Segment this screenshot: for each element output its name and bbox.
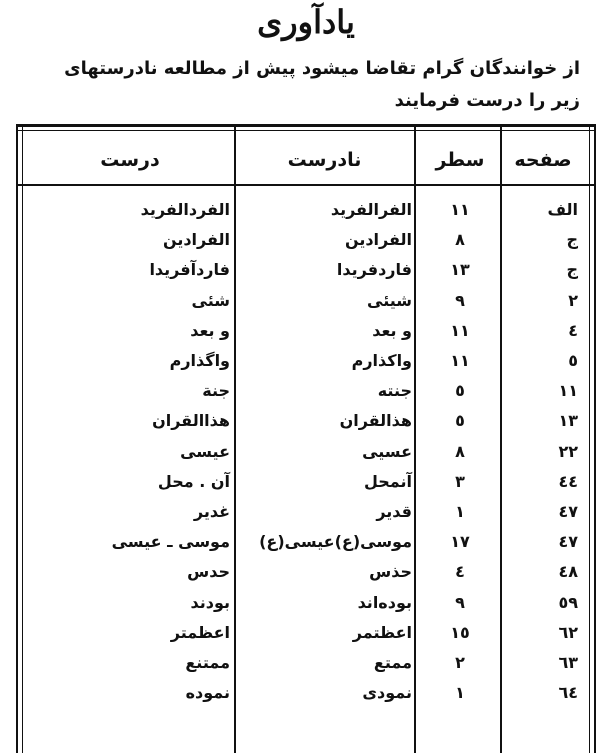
cell-line: ٤ (455, 562, 465, 581)
cell-incorrect: نمودی (362, 683, 412, 702)
cell-page: ۱۱ (558, 381, 578, 400)
cell-incorrect: حذس (369, 562, 412, 581)
cell-incorrect: هذالقران (339, 411, 412, 430)
cell-correct: شئی (191, 291, 230, 310)
cell-incorrect: فاردفریدا (336, 260, 412, 279)
cell-line: ۱ (455, 683, 465, 702)
cell-line: ۱۱ (450, 321, 470, 340)
cell-line: ۹ (455, 291, 465, 310)
cell-correct: جنة (202, 381, 230, 400)
cell-line: ۹ (455, 593, 465, 612)
intro-line-2: زیر را درست فرمایند (394, 90, 580, 111)
cell-incorrect: قدیر (376, 502, 412, 521)
cell-page: ۱۳ (558, 411, 578, 430)
cell-line: ۳ (455, 472, 465, 491)
cell-incorrect: آنمحل (363, 472, 412, 491)
cell-correct: بودند (190, 593, 230, 612)
cell-line: ۱٥ (450, 623, 470, 642)
cell-incorrect: و بعد (372, 321, 412, 340)
cell-page: ٤ (568, 321, 578, 340)
cell-correct: و بعد (190, 321, 230, 340)
table-border-left-inner (22, 124, 23, 753)
cell-incorrect: واکذارم (351, 351, 412, 370)
table-top-rule (18, 124, 596, 127)
cell-page: ٤٤ (558, 472, 578, 491)
cell-line: ۱۳ (450, 260, 470, 279)
cell-line: ۱۷ (450, 532, 470, 551)
header-incorrect: نادرست (287, 149, 362, 171)
cell-correct: ممتنع (185, 653, 230, 672)
cell-correct: فاردآفریدا (149, 260, 230, 279)
header-correct: درست (100, 149, 160, 171)
page-title: یادآوری (257, 3, 355, 41)
cell-page: ٤۷ (558, 502, 578, 521)
cell-correct: الفردالفرید (140, 200, 230, 219)
cell-line: ۱۱ (450, 351, 470, 370)
cell-correct: هذاالقران (152, 411, 230, 430)
cell-correct: واگذارم (169, 351, 230, 370)
cell-line: ۱۱ (450, 200, 470, 219)
table-top-rule-thin (18, 130, 596, 131)
cell-page: ٥۹ (558, 593, 578, 612)
cell-incorrect: اعظتمر (352, 623, 412, 642)
cell-page: ج (566, 230, 578, 249)
column-divider (500, 124, 502, 753)
cell-incorrect: شیئی (367, 291, 412, 310)
cell-page: ۲ (568, 291, 578, 310)
cell-incorrect: ممتع (373, 653, 412, 672)
cell-page: ج (566, 260, 578, 279)
cell-correct: موسی ـ عیسی (111, 532, 230, 551)
column-divider (414, 124, 416, 753)
cell-correct: غدیر (193, 502, 230, 521)
cell-incorrect: جنته (377, 381, 412, 400)
cell-incorrect: عسیی (362, 442, 412, 461)
cell-correct: نموده (185, 683, 230, 702)
cell-correct: حدس (187, 562, 230, 581)
cell-line: ٥ (455, 411, 465, 430)
cell-line: ۲ (455, 653, 465, 672)
cell-correct: آن . محل (157, 472, 230, 491)
table-header-rule (18, 184, 596, 186)
cell-page: ٦۳ (558, 653, 578, 672)
cell-incorrect: بوده‌اند (357, 593, 412, 612)
table-border-right-inner (589, 124, 590, 753)
cell-incorrect: الفرادین (344, 230, 412, 249)
column-divider (234, 124, 236, 753)
cell-page: ٤۷ (558, 532, 578, 551)
cell-line: ۱ (455, 502, 465, 521)
cell-correct: اعظمتر (170, 623, 230, 642)
cell-page: ٥ (568, 351, 578, 370)
cell-correct: عیسی (180, 442, 230, 461)
cell-line: ٥ (455, 381, 465, 400)
cell-page: الف (547, 200, 578, 219)
header-page: صفحه (514, 149, 572, 171)
cell-page: ٦۲ (558, 623, 578, 642)
cell-page: ٦٤ (558, 683, 578, 702)
cell-page: ٤۸ (558, 562, 578, 581)
cell-incorrect: الفرالفرید (330, 200, 412, 219)
cell-line: ۸ (455, 442, 465, 461)
cell-page: ۲۲ (558, 442, 578, 461)
cell-incorrect: موسی(ع)عیسی(ع) (259, 532, 412, 551)
table-border-right (594, 124, 596, 753)
intro-line-1: از خوانندگان گرام تقاضا میشود پیش از مطالعه نادرستهای (64, 58, 580, 79)
cell-correct: الفرادین (162, 230, 230, 249)
header-line: سطر (435, 149, 485, 171)
cell-line: ۸ (455, 230, 465, 249)
table-border-left (16, 124, 18, 753)
